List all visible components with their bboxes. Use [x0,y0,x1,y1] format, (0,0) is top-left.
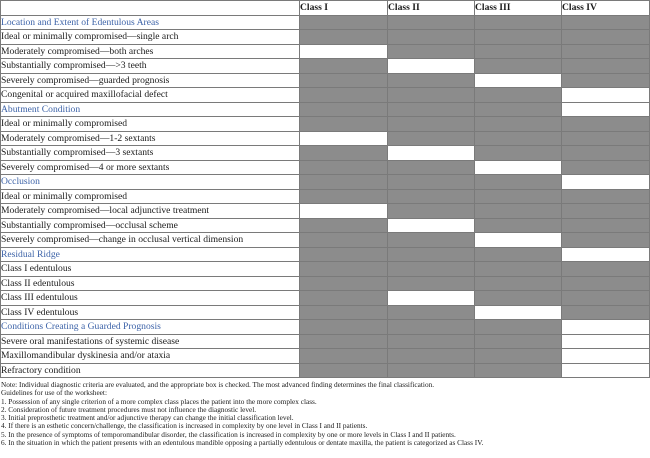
checkbox-cell[interactable] [562,102,650,117]
section-row [1,175,650,190]
shaded-cell [300,291,388,306]
shaded-cell [562,291,650,306]
shaded-cell [562,189,650,204]
criterion-label: Maxillomandibular dyskinesia and/or ataxia [1,349,300,364]
criterion-row [1,276,650,291]
shaded-cell [300,262,388,277]
guideline-item: 1. Possession of any single criterion of a more complex class places the patient into the more complex class. [1,396,317,406]
checkbox-cell[interactable] [562,175,650,190]
criterion-label: Congenital or acquired maxillofacial defect [1,88,300,103]
criterion-label: Refractory condition [1,363,300,378]
criterion-row [1,117,650,132]
criterion-row [1,363,650,378]
shaded-cell [388,44,475,59]
shaded-cell [562,204,650,219]
checkbox-cell[interactable] [562,334,650,349]
shaded-cell [475,247,562,262]
shaded-cell [388,363,475,378]
shaded-cell [300,334,388,349]
shaded-cell [388,175,475,190]
shaded-cell [562,15,650,30]
shaded-cell [562,30,650,45]
shaded-cell [475,15,562,30]
note-text: Note: Individual diagnostic criteria are evaluated, and the appropriate box is checked. The most advanced finding determines the final classification. [1,380,435,389]
shaded-cell [475,334,562,349]
checkbox-cell[interactable] [388,59,475,74]
section-title: Residual Ridge [1,247,300,262]
shaded-cell [562,59,650,74]
shaded-cell [475,102,562,117]
shaded-cell [300,117,388,132]
shaded-cell [475,291,562,306]
criterion-label: Severely compromised—4 or more sextants [1,160,300,175]
shaded-cell [562,44,650,59]
shaded-cell [388,131,475,146]
criterion-row [1,189,650,204]
shaded-cell [475,363,562,378]
shaded-cell [475,262,562,277]
shaded-cell [300,160,388,175]
checkbox-cell[interactable] [562,320,650,335]
checkbox-cell[interactable] [388,218,475,233]
shaded-cell [388,305,475,320]
criterion-label: Severely compromised—change in occlusal vertical dimension [1,233,300,248]
shaded-cell [475,117,562,132]
shaded-cell [388,73,475,88]
shaded-cell [475,175,562,190]
column-header-class-iv: Class IV [562,1,650,16]
criterion-row [1,30,650,45]
shaded-cell [388,30,475,45]
criterion-label: Class IV edentulous [1,305,300,320]
criterion-row [1,291,650,306]
checkbox-cell[interactable] [300,44,388,59]
shaded-cell [562,276,650,291]
criterion-label: Class II edentulous [1,276,300,291]
shaded-cell [475,88,562,103]
shaded-cell [388,349,475,364]
guideline-item: 3. Initial preprosthetic treatment and/or adjunctive therapy can change the initial classification level. [1,413,294,423]
shaded-cell [300,233,388,248]
section-title: Conditions Creating a Guarded Prognosis [1,320,300,335]
shaded-cell [388,262,475,277]
criterion-row [1,349,650,364]
shaded-cell [562,262,650,277]
criterion-row [1,218,650,233]
criterion-row [1,131,650,146]
shaded-cell [562,146,650,161]
checkbox-cell[interactable] [388,146,475,161]
criterion-label: Class I edentulous [1,262,300,277]
shaded-cell [300,30,388,45]
shaded-cell [388,189,475,204]
criterion-label: Class III edentulous [1,291,300,306]
criterion-label: Severe oral manifestations of systemic disease [1,334,300,349]
criterion-row [1,59,650,74]
shaded-cell [475,44,562,59]
header-row [1,1,650,16]
shaded-cell [562,73,650,88]
corner-cell [1,1,300,16]
shaded-cell [300,305,388,320]
criterion-label: Severely compromised—guarded prognosis [1,73,300,88]
shaded-cell [562,233,650,248]
shaded-cell [300,218,388,233]
checkbox-cell[interactable] [562,349,650,364]
shaded-cell [388,247,475,262]
criterion-label: Moderately compromised—1-2 sextants [1,131,300,146]
guidelines-title: Guidelines for use of the worksheet: [1,388,107,398]
criterion-label: Substantially compromised—>3 teeth [1,59,300,74]
shaded-cell [475,204,562,219]
shaded-cell [562,305,650,320]
checkbox-cell[interactable] [300,204,388,219]
table-body [1,15,650,378]
section-title: Location and Extent of Edentulous Areas [1,15,300,30]
shaded-cell [562,160,650,175]
section-row [1,15,650,30]
section-row [1,320,650,335]
shaded-cell [388,160,475,175]
criterion-label: Ideal or minimally compromised [1,189,300,204]
shaded-cell [475,349,562,364]
criterion-label: Substantially compromised—3 sextants [1,146,300,161]
criterion-row [1,334,650,349]
criterion-row [1,88,650,103]
shaded-cell [300,88,388,103]
criterion-label: Ideal or minimally compromised [1,117,300,132]
criterion-row [1,73,650,88]
criterion-label: Moderately compromised—local adjunctive treatment [1,204,300,219]
checkbox-cell[interactable] [300,131,388,146]
checkbox-cell[interactable] [388,291,475,306]
shaded-cell [388,117,475,132]
shaded-cell [388,334,475,349]
shaded-cell [300,247,388,262]
shaded-cell [562,218,650,233]
criterion-row [1,146,650,161]
shaded-cell [475,320,562,335]
guideline-item: 4. If there is an esthetic concern/challenge, the classification is increased in complexity by one level in Class I and II patients. [1,421,368,431]
shaded-cell [562,117,650,132]
criterion-label: Ideal or minimally compromised—single arch [1,30,300,45]
shaded-cell [388,233,475,248]
section-title: Abutment Condition [1,102,300,117]
shaded-cell [475,59,562,74]
criterion-row [1,262,650,277]
shaded-cell [300,15,388,30]
checkbox-cell[interactable] [562,363,650,378]
shaded-cell [475,30,562,45]
criterion-label: Moderately compromised—both arches [1,44,300,59]
checkbox-cell[interactable] [475,233,562,248]
criterion-row [1,233,650,248]
criterion-row [1,204,650,219]
checkbox-cell[interactable] [475,73,562,88]
shaded-cell [300,189,388,204]
shaded-cell [300,363,388,378]
shaded-cell [300,349,388,364]
shaded-cell [300,146,388,161]
guideline-item: 6. In the situation in which the patient presents with an edentulous mandible opposing a partially edentulous or dentate maxilla, the patient is categorized as Class IV. [1,438,484,448]
shaded-cell [300,59,388,74]
criterion-label: Substantially compromised—occlusal scheme [1,218,300,233]
column-header-class-ii: Class II [388,1,475,16]
shaded-cell [388,276,475,291]
shaded-cell [475,146,562,161]
section-title: Occlusion [1,175,300,190]
shaded-cell [562,131,650,146]
shaded-cell [300,276,388,291]
shaded-cell [388,88,475,103]
criterion-row [1,44,650,59]
shaded-cell [300,102,388,117]
shaded-cell [475,218,562,233]
column-header-class-iii: Class III [475,1,562,16]
checkbox-cell[interactable] [562,88,650,103]
shaded-cell [300,175,388,190]
shaded-cell [388,15,475,30]
notes [0,381,650,447]
shaded-cell [388,320,475,335]
shaded-cell [475,276,562,291]
shaded-cell [475,189,562,204]
shaded-cell [300,320,388,335]
checkbox-cell[interactable] [475,160,562,175]
shaded-cell [475,131,562,146]
section-row [1,247,650,262]
criterion-row [1,160,650,175]
guideline-item: 2. Consideration of future treatment procedures must not influence the diagnostic level. [1,404,257,414]
column-header-class-i: Class I [300,1,388,16]
guideline-item: 5. In the presence of symptoms of temporomandibular disorder, the classification is increased in complexity by one or more levels in Class I and II patients. [1,429,456,439]
checkbox-cell[interactable] [475,305,562,320]
shaded-cell [388,204,475,219]
shaded-cell [300,73,388,88]
criterion-row [1,305,650,320]
section-row [1,102,650,117]
shaded-cell [388,102,475,117]
checkbox-cell[interactable] [562,247,650,262]
